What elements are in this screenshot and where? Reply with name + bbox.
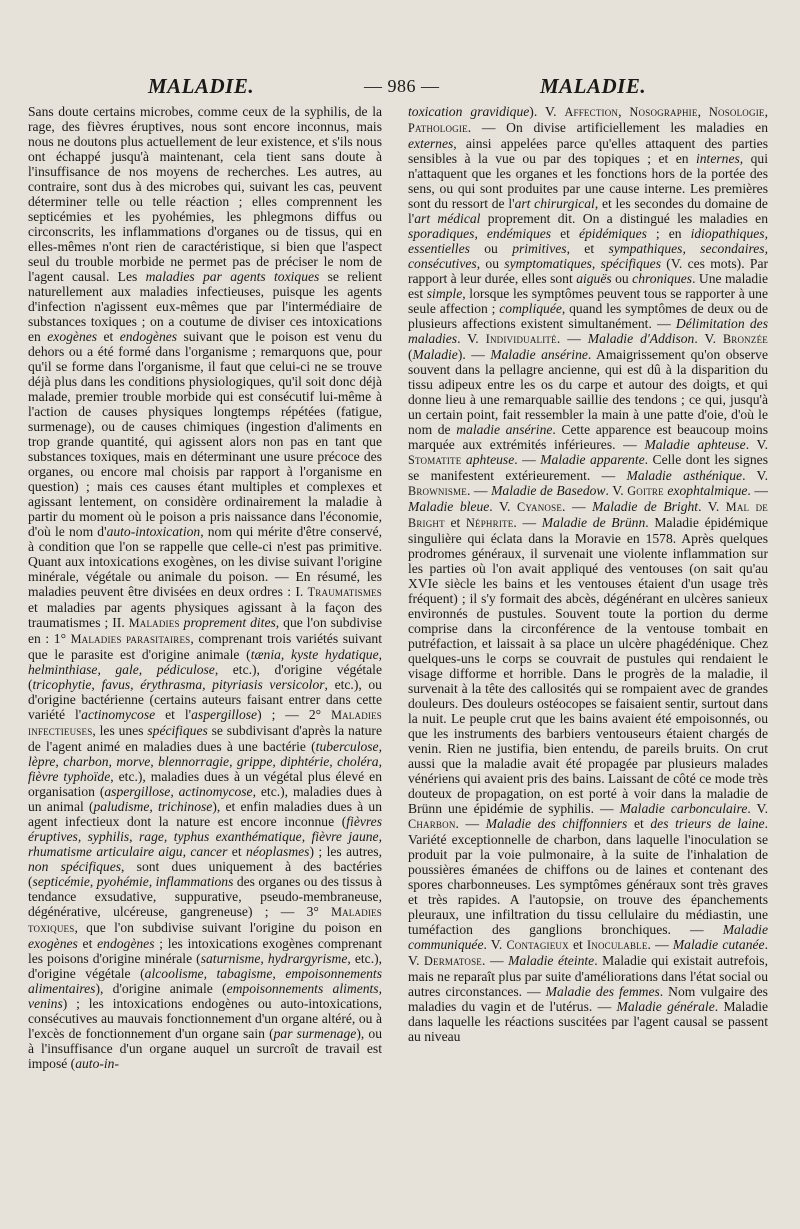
italic-run: Maladie des femmes (545, 984, 660, 999)
italic-run: épidémiques (578, 226, 647, 241)
italic-run: tuberculose, lèpre, charbon, morve, blennorragie, grippe, diphtérie, choléra, fièvre typhoïde (28, 739, 382, 784)
italic-run: Maladie générale (616, 999, 715, 1014)
text-run: . Une maladie est (408, 271, 768, 301)
text-run: ou (469, 241, 513, 256)
text-run: ) ; les intoxications endogènes ou auto-intoxications, consécutives au mauvais fonctionnement d'un organe altéré, ou à l'excès de fonctionnement d'un organe sain ( (28, 996, 382, 1041)
italic-run: spécifiques (147, 723, 208, 738)
italic-run: Maladie de Brünn (541, 515, 646, 530)
text-run: . V. (745, 437, 768, 452)
italic-run: septicémie, pyohémie, inflammations (32, 874, 234, 889)
running-header (120, 74, 770, 100)
text-run: . Cette apparence est beaucoup moins marquée aux extrémités inférieures. — (408, 422, 769, 452)
text-run: se subdivisant d'après la nature de l'agent animé en maladies dues à une bactérie ( (28, 723, 382, 754)
italic-run: idiopathiques, essentielles (408, 226, 768, 256)
text-run: , etc.), ou d'origine bactérienne (certains auteurs faisant entrer dans cette variété l' (28, 677, 382, 722)
text-run: , ainsi appelées parce qu'elles attaquent des parties sensibles à la vue ou par des topiques ; et en (408, 136, 768, 166)
italic-run: aphteuse (465, 452, 515, 467)
italic-run: exogènes (47, 329, 98, 344)
italic-run: par surmenage (273, 1026, 357, 1041)
smallcaps-run: Inoculable (586, 938, 648, 952)
text-run: et (97, 329, 120, 344)
text-run: (V. ces mots). Par rapport à leur durée, elles sont (408, 256, 769, 286)
text-run: , (697, 104, 709, 119)
italic-run: maladie ansérine (456, 422, 553, 437)
smallcaps-run: Contagieux (506, 938, 569, 952)
italic-run: symptomatiques, spécifiques (504, 256, 661, 271)
italic-run: primitives (512, 241, 567, 256)
italic-run: compliquée (499, 301, 562, 316)
text-run: . Nom vulgaire des maladies du vagin et de l'utérus. — (408, 984, 768, 1014)
smallcaps-run: Pathologie (408, 121, 468, 135)
text-run: ) ; — 2° (257, 707, 332, 722)
text-run: . — (513, 515, 542, 530)
smallcaps-run: Nosographie (629, 105, 698, 119)
smallcaps-run: Traumatismes (307, 585, 382, 599)
italic-run: chroniques (632, 271, 693, 286)
italic-run: néoplasmes (246, 844, 310, 859)
italic-run: exophtalmique (667, 483, 748, 498)
text-run: des organes ou des tissus à tendance exsudative, suppurative, pseudo-membraneuse, dégénérative, ulcéreuse, gangreneuse) ; — 3° (28, 874, 382, 919)
text-run: . Variété exceptionnelle de charbon, dans laquelle l'inoculation se produit par la voie pulmonaire, à la suite de l'inhalation de poussières émanées de chiffons ou de laines et contenant des spores charbonneuses. Les symptômes généraux sont très graves et très rapides. A l'autopsie, on trouve des épanchements pleuraux, une infiltration du tissu cellulaire du médiastin, une tuméfaction des ganglions bronchiques. — (408, 816, 768, 937)
text-run: , sont dues uniquement à des bactéries ( (28, 859, 382, 889)
text-run: , que l'on subdivise suivant l'origine du poison en (74, 920, 382, 935)
text-run: ou (611, 271, 633, 286)
text-run: et (77, 936, 98, 951)
text-run: et (627, 816, 651, 831)
text-run: . V. (742, 468, 768, 483)
text-run: . Maladie épidémique singulière qui éclata dans la Moravie en 1578. Après quelques prodromes généraux, il survenait une violente inflammation sur les parties où l'on avait appliqué des ventouses (on sait qu'au XVIe siècle les bains et les ventouses étaient d'un usage très fréquent) ; il s'y formait des abcès, dégénérant en ulcères sanieux environnés de pustules. Souvent toute la portion du derme comprise dans la circonférence de la ventouse tombait en putréfaction, et laissait à sa place un ulcère phagédénique. Chez quelques-uns le corps se couvrait de pustules qui rendaient le visage difforme et horrible. Dans le progrès de la maladie, il survenait à la tête des callosités qui se rompaient avec de grandes douleurs. Des douleurs ostéocopes se faisaient sentir, surtout dans la nuit. Le peuple crut que les bains avaient été empoisonnés, ou que les instruments des barbiers ventouseurs étaient chargés de venin. Rien ne justifia, bien entendu, de pareils bruits. On crut aussi que la maladie avait été propagée par plusieurs malades vénériens qui avaient pris des bains. Laissant de côté ce mode très douteux de propagation, on est porté à voir dans la maladie de Brünn une épidémie de syphilis. — (408, 515, 768, 816)
text-run: . V. (605, 483, 628, 498)
italic-run: Maladie éteinte (508, 953, 595, 968)
italic-run: actinomycose (81, 707, 156, 722)
italic-run: des trieurs de laine (650, 816, 765, 831)
smallcaps-run: Cyanose (516, 500, 563, 514)
text-run: ) ; les autres, (309, 844, 382, 859)
italic-run: alcoolisme, tabagisme, empoisonnements alimentaires (28, 966, 382, 996)
smallcaps-run: Nosologie (709, 105, 765, 119)
right-column-text (408, 104, 768, 1044)
italic-run: Maladie ansérine (490, 347, 588, 362)
text-run: , et les secondes du domaine de l' (408, 196, 768, 226)
italic-run: tricophytie, favus, érythrasma, pityriasis versicolor (32, 677, 325, 692)
italic-run: Maladie des chiffonniers (485, 816, 628, 831)
italic-run: art chirurgical (514, 196, 595, 211)
text-run: ; en (646, 226, 691, 241)
text-run: proprement dit. On a distingué les maladies en (480, 211, 768, 226)
text-run: et (568, 937, 587, 952)
text-run: et l' (155, 707, 192, 722)
text-run: , nom qui mérite d'être conservé, à condition que l'on se rappelle que celle-ci n'est pas primitive. Quant aux intoxications exogènes, on les divise suivant l'origine minérale, végétale ou animale du poison. — En résumé, les maladies peuvent être divisées en deux ordres : I. (28, 524, 382, 599)
text-run: ( (408, 347, 413, 362)
italic-run: auto-in- (75, 1056, 119, 1071)
text-run: Sans doute certains microbes, comme ceux de la syphilis, de la rage, des fièvres éruptives, nous sont encore inconnus, mais nous ne doutons plus actuellement de leur existence, et s'ils nous ont échappé jusqu'à maintenant, cela tient sans doute à l'insuffisance de nos moyens de recherches. Les autres, au contraire, sont dus à des microbes qui, suivant les cas, peuvent déterminer telle ou telle réaction ; elles comprennent les septicémies et les pyohémies, les phlegmons diffus ou circonscrits, les inflammations d'organes ou de tissus, qui en elles-mêmes n'ont rien de caractéristique, si bien que l'aspect seul du trouble morbide ne permet pas de préciser le nom de l'agent causal. Les (28, 104, 382, 284)
text-run: . — (562, 499, 593, 514)
page-number: — 986 — (364, 76, 440, 96)
text-run: . Maladie dans laquelle les réactions suscitées par l'agent causal se passent au niveau (408, 999, 769, 1044)
italic-run: empoisonnements aliments, venins (28, 981, 382, 1011)
text-run: ), ou à l'insuffisance d'un organe auquel un surcroît de travail est imposé ( (28, 1026, 383, 1071)
text-run: et (444, 515, 467, 530)
header-left-title: MALADIE. (148, 74, 255, 98)
text-run: . — (556, 331, 588, 346)
left-column (28, 104, 382, 1071)
italic-run: Maladie de Bright (592, 499, 699, 514)
smallcaps-run: Maladies parasitaires (70, 632, 191, 646)
text-run: et (551, 226, 579, 241)
italic-run: Maladie apparente (540, 452, 645, 467)
italic-run: proprement dites (183, 615, 276, 630)
italic-run: simple (426, 286, 463, 301)
smallcaps-run: Maladies (128, 616, 180, 630)
italic-run: externes (408, 136, 454, 151)
left-column-text (28, 104, 382, 1071)
smallcaps-run: Maladies toxiques (28, 905, 382, 935)
italic-run: saturnisme, hydrargyrisme (200, 951, 348, 966)
italic-run: aiguës (576, 271, 612, 286)
italic-run: art médical (414, 211, 481, 226)
italic-run: Délimitation des maladies (408, 316, 768, 346)
text-run: . V. (489, 499, 517, 514)
text-run: , lorsque les symptômes peuvent tous se rapporter à une seule affection ; (408, 286, 768, 316)
italic-run: Maladie bleue (408, 499, 490, 514)
text-run: ), d'origine animale ( (95, 981, 227, 996)
text-run: et maladies par agents physiques agissant à la façon des traumatismes ; II. (28, 600, 382, 630)
italic-run: aspergillose (191, 707, 258, 722)
text-run: . V. (694, 331, 723, 346)
text-run: , les unes (92, 723, 148, 738)
smallcaps-run: Maladies infectieuses (28, 708, 382, 738)
text-run: . V. (698, 499, 726, 514)
text-run: se relient naturellement aux maladies infectieuses, puisque les agents d'infection n'agissent eux-mêmes que par l'intermédiaire de substances toxiques ; on a coutume de diviser ces intoxications en (28, 269, 383, 344)
smallcaps-run: Bronzée (722, 332, 768, 346)
italic-run: auto-intoxication (106, 524, 201, 539)
italic-run: non spécifiques (28, 859, 122, 874)
text-run: , comprenant trois variétés suivant que le parasite est d'origine animale ( (28, 631, 382, 662)
smallcaps-run: Néphrite (466, 516, 514, 530)
text-run: . — (466, 483, 492, 498)
text-run: ). V. (529, 104, 565, 119)
text-run: , etc.), maladies dues à un végétal plus élevé en organisation ( (28, 769, 382, 799)
right-column (408, 104, 768, 1044)
text-run: . Celle dont les signes se manifestent extérieurement. — (408, 452, 768, 483)
italic-run: internes (695, 151, 740, 166)
text-run: , (618, 104, 630, 119)
text-run: , (764, 104, 769, 119)
text-run: . Maladie qui existait autrefois, mais ne reparaît plus par suite d'améliorations dans l'état social ou autres circonstances. — (408, 953, 768, 999)
text-run: et (227, 844, 247, 859)
text-run: . — (647, 937, 673, 952)
text-run: ). — (457, 347, 491, 362)
italic-run: paludisme, trichinose (93, 799, 213, 814)
text-run: . V. (457, 331, 486, 346)
smallcaps-run: Individualité (485, 332, 557, 346)
text-run: . V. (408, 937, 768, 968)
text-run: . Amaigrissement qu'on observe souvent dans la pellagre ancienne, qui est dû à la disparition du tissu adipeux entre les os du carpe et autour des doigts, et qui donne lieu à une remarquable saillie des tendons ; ce qui, jusqu'à un certain point, fait ressembler la main à une patte d'oie, d'où le nom de (408, 347, 768, 437)
italic-run: maladies par agents toxiques (145, 269, 320, 284)
italic-run: sporadiques, endémiques (408, 226, 552, 241)
text-run: , que l'on subdivise en : 1° (28, 615, 382, 646)
text-run: , et (566, 241, 609, 256)
text-run: , quand les symptômes de deux ou de plusieurs affections existent simultanément. — (408, 301, 768, 331)
text-run: , etc.), d'origine végétale ( (28, 662, 382, 692)
italic-run: tænia, kyste hydatique, helminthiase, gale, pédiculose (28, 647, 382, 677)
text-run: , etc.), maladies dues à un animal ( (28, 784, 382, 814)
italic-run: Maladie carbonculaire (619, 801, 748, 816)
italic-run: aspergillose, actinomycose (104, 784, 253, 799)
text-run: . — On divise artificiellement les maladies en (467, 120, 768, 135)
text-run: . V. (483, 937, 507, 952)
smallcaps-run: Mal de Bright (408, 500, 769, 530)
text-run: ; les intoxications exogènes comprenant les poisons d'origine minérale ( (28, 936, 383, 966)
italic-run: toxication gravidique (408, 104, 530, 119)
italic-run: fièvres éruptives, syphilis, rage, typhus exanthématique, fièvre jaune, rhumatisme articulaire aigu, cancer (28, 814, 382, 859)
italic-run: Maladie (412, 347, 458, 362)
italic-run: Maladie d'Addison (587, 331, 695, 346)
text-run: suivant que le poison est venu du dehors ou a été formé dans l'organisme ; remarquons que, pour qu'il se forme dans l'organisme, il faut que celui-ci ne se trouve déjà plus dans les conditions physiologiques, qu'il soit donc déjà malade, premier trouble morbide qui est consécutif lui-même à l'action de causes physiques longtemps répétées (fatigue, surmenage), ou de causes chimiques (ingestion d'aliments en trop grande quantité, qui agissent alors non pas en tant que substances toxiques, mais en déterminant une usure précoce des organes, ou encore mal choisis par rapport à l'organisme en question) ; mais ces causes étant multiples et complexes et agissant lentement, on considère ordinairement la maladie à partir du moment où le poison a pris naissance dans l'économie, d'où le nom d' (28, 329, 383, 539)
text-run: . — (455, 816, 486, 831)
smallcaps-run: Charbon (408, 817, 456, 831)
text-run: . — (514, 452, 541, 467)
smallcaps-run: Affection (564, 105, 619, 119)
smallcaps-run: Dermatose (424, 954, 482, 968)
text-run: . V. (747, 801, 769, 816)
text-run: , qui n'attaquent que les organes et les fonctions hors de la portée des sens, ou qui sont produites par une cause interne. Les premières sont du ressort de l' (408, 151, 768, 211)
italic-run: endogènes (97, 936, 155, 951)
text-run: , ou (476, 256, 505, 271)
text-run: ), et enfin maladies dues à un agent infectieux dont la nature est encore inconnue ( (28, 799, 382, 829)
italic-run: Maladie communiquée (408, 922, 768, 952)
italic-run: Maladie asthénique (626, 468, 743, 483)
text-run: . — (747, 483, 768, 498)
italic-run: Maladie cutanée (672, 937, 765, 952)
italic-run: exogènes (28, 936, 78, 951)
italic-run: Maladie aphteuse (644, 437, 746, 452)
smallcaps-run: Brownisme (408, 484, 467, 498)
smallcaps-run: Stomatite (408, 453, 462, 467)
italic-run: endogènes (119, 329, 178, 344)
italic-run: sympathiques, secondaires, consécutives (408, 241, 768, 271)
smallcaps-run: Goitre (627, 484, 664, 498)
text-run: . — (481, 953, 509, 968)
text-run: , etc.), d'origine végétale ( (28, 951, 383, 981)
header-right-title: MALADIE. (540, 74, 647, 98)
italic-run: Maladie de Basedow (491, 483, 606, 498)
